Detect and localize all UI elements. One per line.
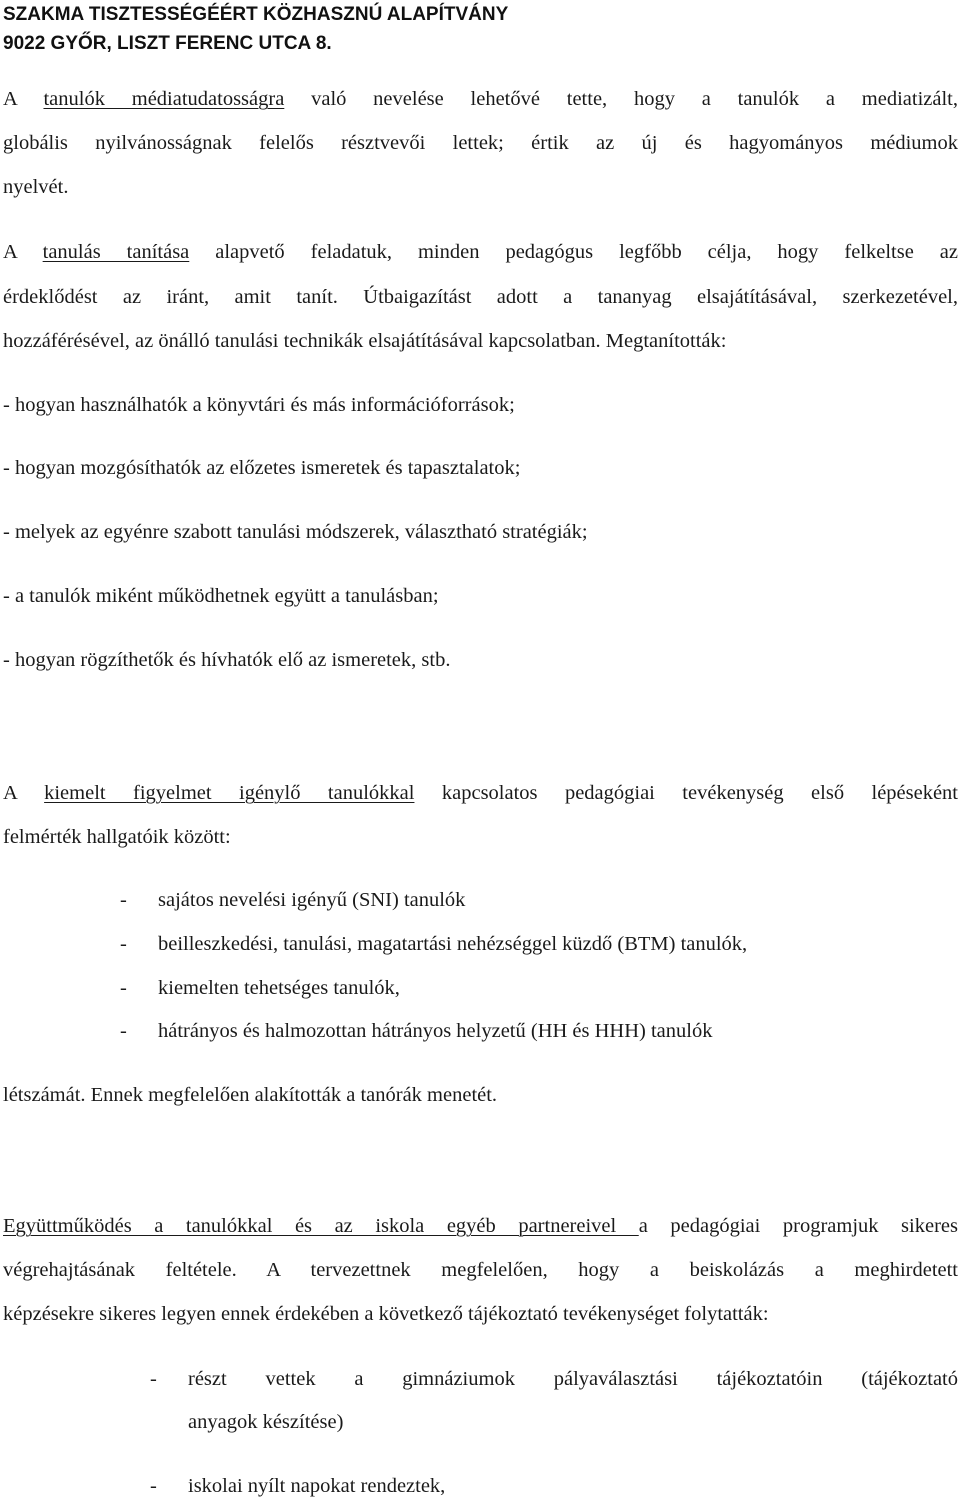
list-item: hátrányos és halmozottan hátrányos helyzetű (HH és HHH) tanulók (158, 1020, 713, 1042)
underlined-phrase: kiemelt figyelmet igénylő tanulókkal (44, 782, 415, 804)
list-dash: - (120, 1020, 127, 1042)
list-item: sajátos nevelési igényű (SNI) tanulók (158, 889, 466, 911)
list-item: beilleszkedési, tanulási, magatartási nehézséggel küzdő (BTM) tanulók, (158, 933, 748, 955)
list-item-line-2: anyagok készítése) (188, 1411, 344, 1433)
organization-header (3, 0, 508, 58)
paragraph-1-line-2: globális nyilvánosságnak felelős résztvevői lettek; értik az új és hagyományos médiumok (3, 132, 958, 154)
organization-name: SZAKMA TISZTESSÉGÉÉRT KÖZHASZNÚ ALAPÍTVÁNY (3, 4, 509, 25)
underlined-phrase: tanulók médiatudatosságra (43, 88, 285, 110)
list-item: - hogyan rögzíthetők és hívhatók elő az ismeretek, stb. (3, 649, 451, 671)
list-item: - melyek az egyénre szabott tanulási módszerek, választható stratégiák; (3, 521, 588, 543)
list-dash: - (120, 933, 127, 955)
underlined-phrase: tanulás tanítása (42, 241, 190, 263)
list-item: kiemelten tehetséges tanulók, (158, 977, 400, 999)
list-item: iskolai nyílt napokat rendeztek, (188, 1475, 446, 1497)
list-dash: - (120, 889, 127, 911)
list-item: - hogyan mozgósíthatók az előzetes ismeretek és tapasztalatok; (3, 457, 521, 479)
list-dash: - (120, 977, 127, 999)
list-dash: - (150, 1475, 157, 1497)
paragraph-2-line-3: hozzáférésével, az önálló tanulási technikák elsajátításával kapcsolatban. Megtanították: (3, 330, 727, 352)
list-item-line-1: részt vettek a gimnáziumok pályaválasztási tájékoztatóin (tájékoztató (188, 1368, 958, 1390)
list-item: - hogyan használhatók a könyvtári és más információforrások; (3, 394, 515, 416)
list-item: - a tanulók miként működhetnek együtt a tanulásban; (3, 585, 439, 607)
paragraph-1-line-3: nyelvét. (3, 176, 69, 198)
organization-address: 9022 GYŐR, LISZT FERENC UTCA 8. (3, 33, 332, 54)
paragraph-5-line-3: képzésekre sikeres legyen ennek érdekében a következő tájékoztató tevékenységet folytatták: (3, 1303, 769, 1325)
paragraph-3-line-2: felmérték hallgatóik között: (3, 826, 231, 848)
paragraph-3-line-1: A kiemelt figyelmet igénylő tanulókkal kapcsolatos pedagógiai tevékenység első lépéseként (3, 782, 959, 804)
paragraph-2-line-2: érdeklődést az iránt, amit tanít. Útbaigazítást adott a tananyag elsajátításával, szerkezetével, (3, 286, 958, 308)
paragraph-2-line-1: A tanulás tanítása alapvető feladatuk, minden pedagógus legfőbb célja, hogy felkeltse az (3, 241, 958, 263)
paragraph-1-line-1: A tanulók médiatudatosságra való nevelése lehetővé tette, hogy a tanulók a mediatizált, (3, 88, 958, 110)
underlined-phrase: Együttműködés a tanulókkal és az iskola egyéb partnereivel (3, 1215, 639, 1237)
paragraph-5-line-2: végrehajtásának feltétele. A tervezettnek megfelelően, hogy a beiskolázás a meghirdetett (3, 1259, 958, 1281)
paragraph-5-line-1: Együttműködés a tanulókkal és az iskola egyéb partnereivel a pedagógiai programjuk sikeres (3, 1215, 958, 1237)
paragraph-4: létszámát. Ennek megfelelően alakították a tanórák menetét. (3, 1084, 498, 1106)
list-dash: - (150, 1368, 157, 1390)
